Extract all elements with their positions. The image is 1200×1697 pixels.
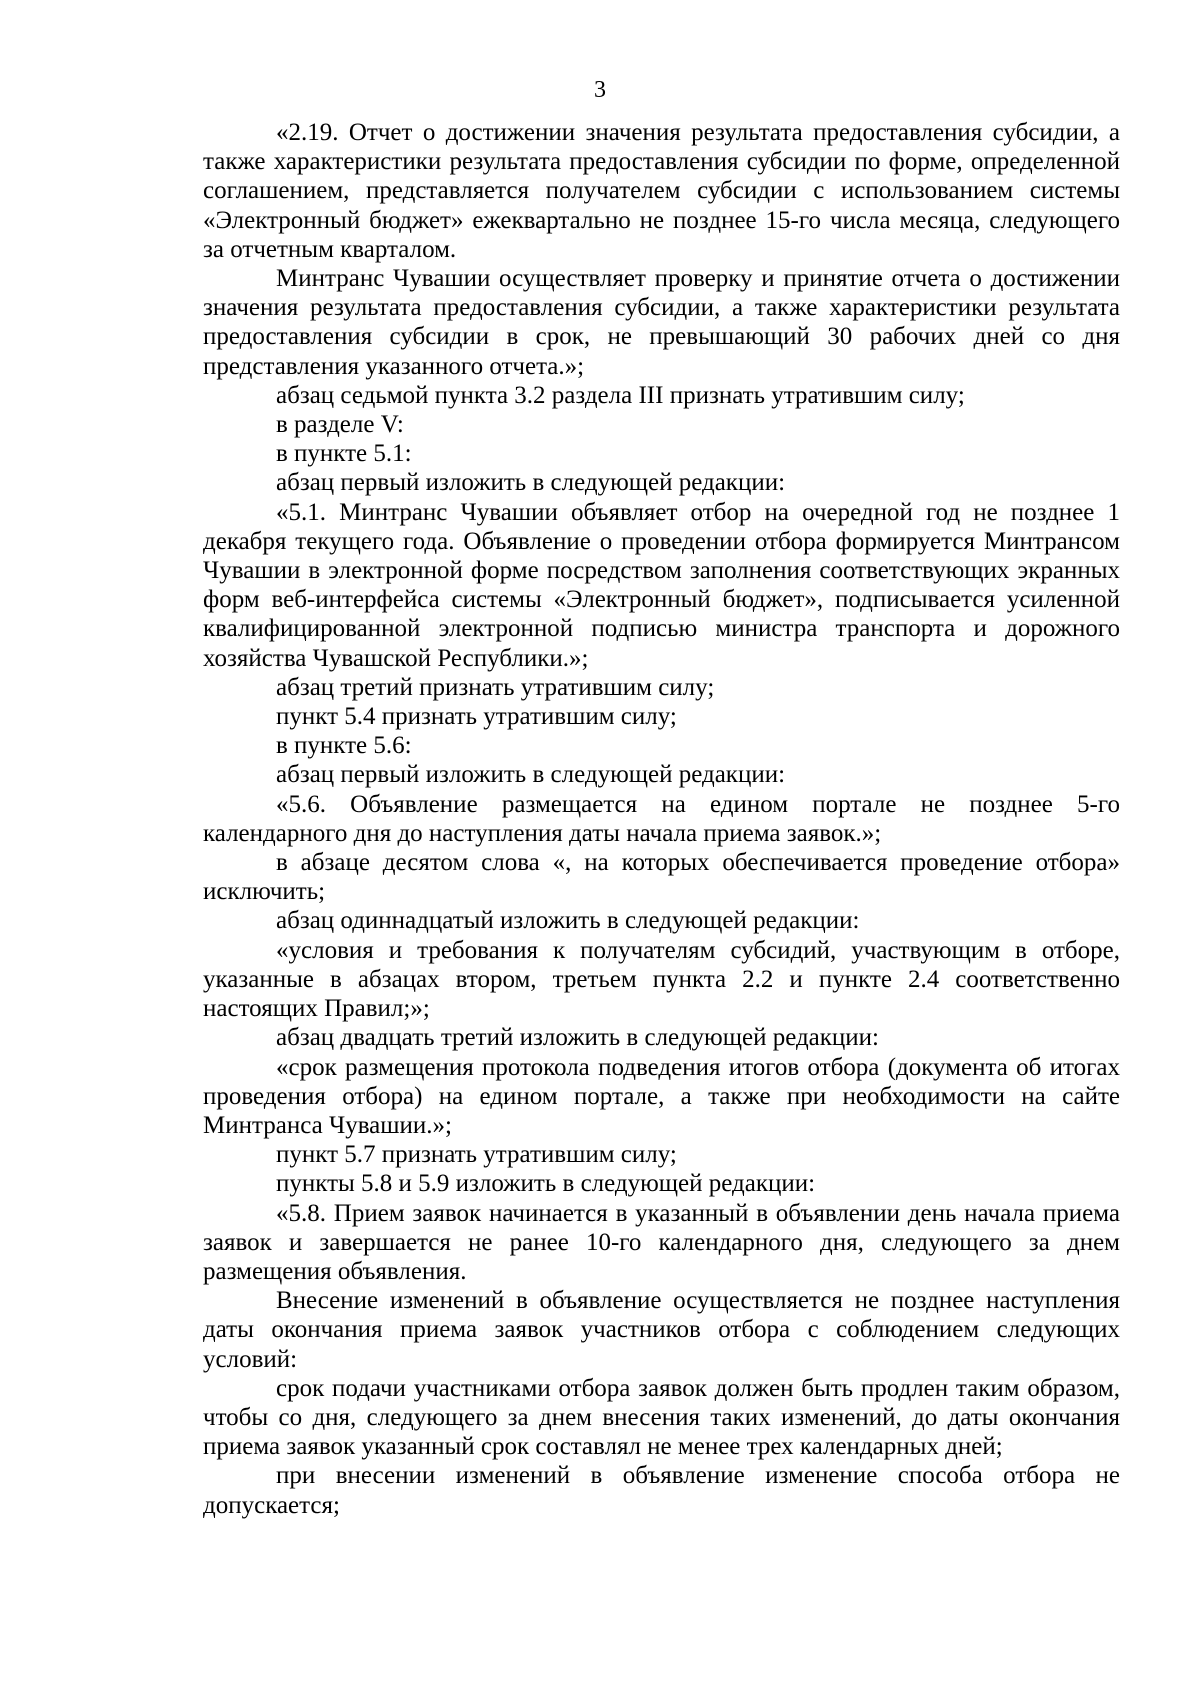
- paragraph: абзац двадцать третий изложить в следующей редакции:: [276, 1024, 880, 1052]
- paragraph: «срок размещения протокола подведения итогов отбора (документа об итогах проведения отбора) на едином портале, а также при необходимости на сайте Минтранса Чувашии.»;: [203, 1053, 1120, 1139]
- paragraph: пункт 5.4 признать утратившим силу;: [276, 703, 677, 731]
- paragraph: срок подачи участниками отбора заявок должен быть продлен таким образом, чтобы со дня, следующего за днем внесения таких изменений, до даты окончания приема заявок указанный срок составлял не менее трех календарных дней;: [203, 1374, 1120, 1461]
- paragraph: «условия и требования к получателям субсидий, участвующим в отборе, указанные в абзацах втором, третьем пункта 2.2 и пункте 2.4 соответственно настоящих Правил;»;: [203, 936, 1120, 1023]
- paragraph: абзац седьмой пункта 3.2 раздела III признать утратившим силу;: [276, 381, 965, 409]
- paragraph: «5.6. Объявление размещается на едином портале не позднее 5-го календарного дня до наступления даты начала приема заявок.»;: [203, 790, 1120, 847]
- paragraph: абзац третий признать утратившим силу;: [276, 673, 715, 701]
- paragraph: в пункте 5.1:: [276, 440, 412, 468]
- paragraph: при внесении изменений в объявление изменение способа отбора не допускается;: [203, 1462, 1120, 1519]
- page-number: 3: [594, 77, 606, 103]
- paragraph: Минтранс Чувашии осуществляет проверку и принятие отчета о достижении значения результата предоставления субсидии, а также характеристики результата предоставления субсидии в срок, не превышающий 30 рабочих дней со дня представления указанного отчета.»;: [203, 265, 1120, 380]
- paragraph: пункт 5.7 признать утратившим силу;: [276, 1141, 677, 1169]
- paragraph: «2.19. Отчет о достижении значения результата предоставления субсидии, а также характеристики результата предоставления субсидии по форме, определенной соглашением, представляется получателем субсидии с использованием системы «Электронный бюджет» ежеквартально не позднее 15-го числа месяца, следующего за отчетным кварталом.: [203, 119, 1120, 263]
- paragraph: абзац первый изложить в следующей редакции:: [276, 469, 786, 497]
- paragraph: в разделе V:: [276, 411, 404, 439]
- document-body: [203, 118, 1120, 1520]
- paragraph: в абзаце десятом слова «, на которых обеспечивается проведение отбора» исключить;: [203, 849, 1120, 906]
- paragraph: «5.1. Минтранс Чувашии объявляет отбор на очередной год не позднее 1 декабря текущего года. Объявление о проведении отбора формируется Минтрансом Чувашии в электронной форме посредством заполнения соответствующих экранных форм веб-интерфейса системы «Электронный бюджет», подписывается усиленной квалифицированной электронной подписью министра транспорта и дорожного хозяйства Чувашской Республики.»;: [203, 498, 1120, 672]
- paragraph: пункты 5.8 и 5.9 изложить в следующей редакции:: [276, 1170, 816, 1198]
- paragraph: абзац одиннадцатый изложить в следующей редакции:: [276, 907, 860, 935]
- paragraph: абзац первый изложить в следующей редакции:: [276, 761, 786, 789]
- paragraph: Внесение изменений в объявление осуществляется не позднее наступления даты окончания приема заявок участников отбора с соблюдением следующих условий:: [203, 1287, 1120, 1373]
- paragraph: в пункте 5.6:: [276, 732, 412, 760]
- paragraph: «5.8. Прием заявок начинается в указанный в объявлении день начала приема заявок и завершается не ранее 10-го календарного дня, следующего за днем размещения объявления.: [203, 1199, 1120, 1285]
